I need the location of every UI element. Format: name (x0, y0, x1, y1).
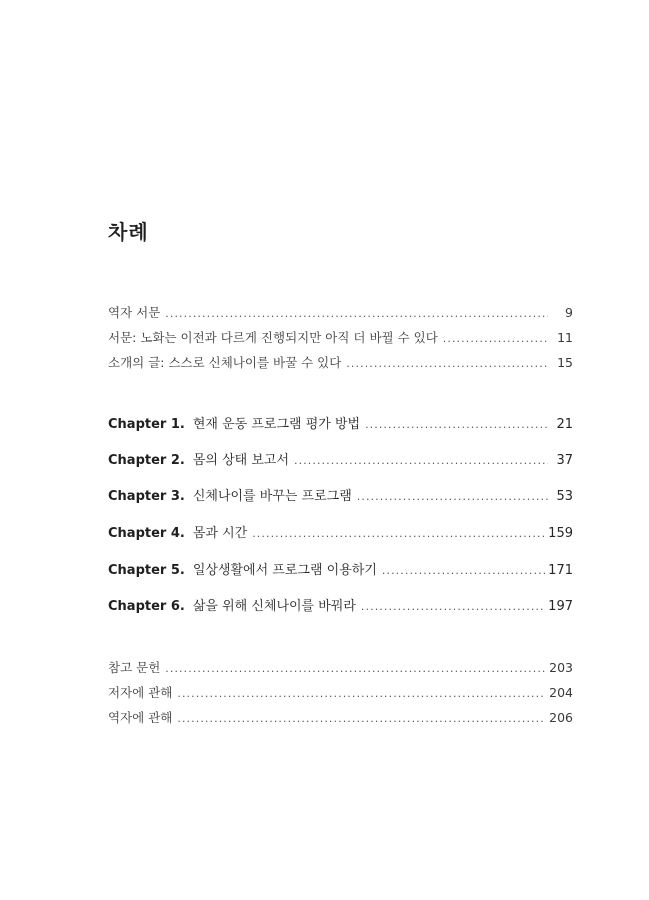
chapter-number: Chapter 6. (108, 599, 185, 614)
chapter-entry[interactable] (108, 452, 573, 470)
chapter-title: 몸의 상태 보고서 (192, 453, 289, 468)
dot-leader (165, 660, 546, 678)
toc-entry[interactable] (108, 329, 573, 348)
dot-leader (346, 355, 548, 373)
chapter-title: 현재 운동 프로그램 평가 방법 (192, 417, 361, 432)
toc-entry-label: 역자 서문 (108, 305, 161, 320)
toc-entry[interactable] (108, 659, 573, 678)
dot-leader (357, 488, 548, 506)
chapter-page: 37 (556, 453, 573, 468)
chapter-entry[interactable] (108, 562, 573, 580)
toc-entry[interactable] (108, 684, 573, 703)
chapter-entry[interactable] (108, 598, 573, 616)
chapter-title: 삶을 위해 신체나이를 바꿔라 (192, 599, 356, 614)
dot-leader (252, 525, 545, 543)
toc-entry-label: 참고 문헌 (108, 660, 161, 675)
chapter-page: 53 (556, 489, 573, 504)
toc-entry-page: 11 (557, 330, 573, 345)
dot-leader (165, 305, 548, 323)
dot-leader (443, 330, 548, 348)
chapter-page: 159 (548, 526, 573, 541)
toc-entry-page: 204 (549, 685, 573, 700)
dot-leader (382, 562, 545, 580)
dot-leader (177, 710, 546, 728)
chapter-number: Chapter 3. (108, 489, 185, 504)
toc-entry-label: 역자에 관해 (108, 710, 173, 725)
chapter-title: 신체나이를 바꾸는 프로그램 (192, 489, 352, 504)
toc-entry-page: 203 (549, 660, 573, 675)
toc-entry-label: 서문: 노화는 이전과 다르게 진행되지만 아직 더 바뀔 수 있다 (108, 330, 438, 345)
dot-leader (365, 416, 548, 434)
toc-entry[interactable] (108, 304, 573, 323)
toc-entry-label: 소개의 글: 스스로 신체나이를 바꿀 수 있다 (108, 355, 342, 370)
dot-leader (177, 685, 546, 703)
chapter-number: Chapter 5. (108, 563, 185, 578)
chapter-title: 일상생활에서 프로그램 이용하기 (192, 563, 377, 578)
dot-leader (294, 452, 548, 470)
chapter-number: Chapter 4. (108, 526, 185, 541)
chapter-page: 171 (548, 563, 573, 578)
chapter-title: 몸과 시간 (192, 526, 248, 541)
chapter-number: Chapter 2. (108, 453, 185, 468)
page-title: 차례 (108, 220, 149, 244)
chapter-entry[interactable] (108, 525, 573, 543)
toc-entry-page: 15 (557, 355, 573, 370)
chapter-page: 197 (548, 599, 573, 614)
chapter-entry[interactable] (108, 416, 573, 434)
chapter-page: 21 (556, 417, 573, 432)
chapter-number: Chapter 1. (108, 417, 185, 432)
toc-entry-label: 저자에 관해 (108, 685, 173, 700)
toc-entry[interactable] (108, 354, 573, 373)
toc-entry-page: 206 (549, 710, 573, 725)
chapter-entry[interactable] (108, 488, 573, 506)
toc-entry[interactable] (108, 709, 573, 728)
dot-leader (361, 598, 545, 616)
toc-entry-page: 9 (565, 305, 573, 320)
